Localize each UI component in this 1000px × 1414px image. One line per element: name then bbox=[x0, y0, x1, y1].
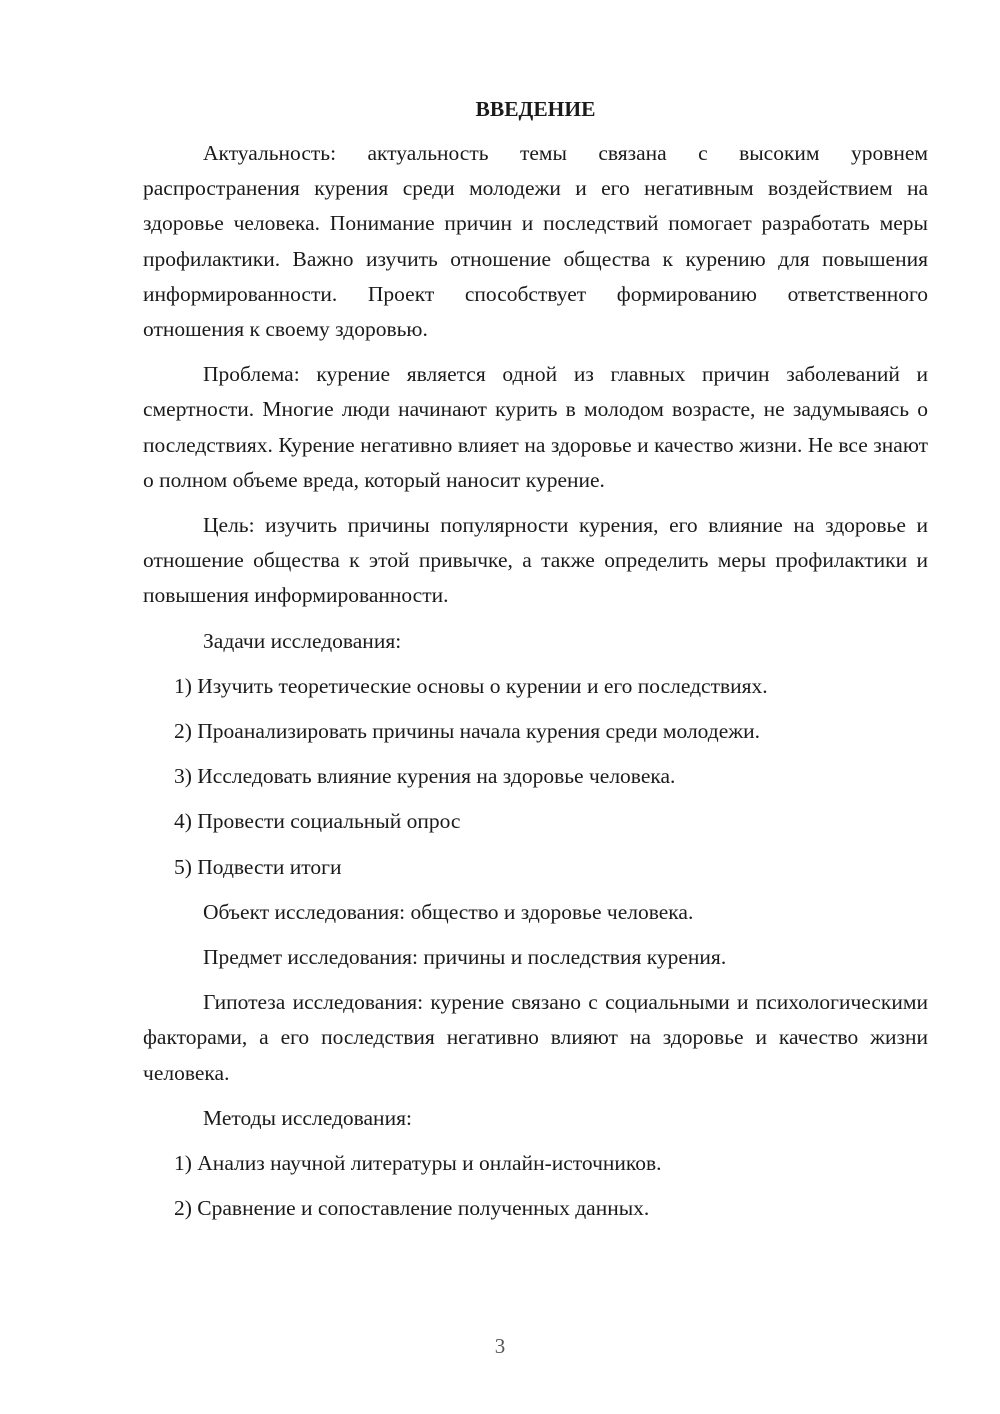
research-object: Объект исследования: общество и здоровье человека. bbox=[203, 899, 694, 924]
document-page bbox=[143, 92, 928, 1236]
methods-heading: Методы исследования: bbox=[203, 1105, 412, 1130]
method-item-2: 2) Сравнение и сопоставление полученных данных. bbox=[174, 1196, 650, 1221]
page-number: 3 bbox=[494, 1334, 506, 1358]
task-item-4: 4) Провести социальный опрос bbox=[174, 809, 461, 834]
task-item-3: 3) Исследовать влияние курения на здоровье человека. bbox=[174, 764, 676, 789]
paragraph-problem: Проблема: курение является одной из главных причин заболеваний и смертности. Многие люди начинают курить в молодом возрасте, не задумываясь о последствиях. Курение негативно влияет на здоровье и качество жизни. Не все знают о полном объеме вреда, который наносит курение. bbox=[143, 362, 928, 492]
task-item-5: 5) Подвести итоги bbox=[174, 854, 342, 879]
paragraph-hypothesis: Гипотеза исследования: курение связано с социальными и психологическими факторами, а его последствия негативно влияют на здоровье и качество жизни человека. bbox=[143, 990, 928, 1085]
method-item-1: 1) Анализ научной литературы и онлайн-источников. bbox=[174, 1151, 662, 1176]
paragraph-relevance: Актуальность: актуальность темы связана с высоким уровнем распространения курения среди молодежи и его негативным воздействием на здоровье человека. Понимание причин и последствий помогает разработать меры профилактики. Важно изучить отношение общества к курению для повышения информированности. Проект способствует формированию ответственного отношения к своему здоровью. bbox=[143, 141, 928, 342]
task-item-2: 2) Проанализировать причины начала курения среди молодежи. bbox=[174, 719, 761, 744]
section-title: ВВЕДЕНИЕ bbox=[475, 97, 596, 121]
tasks-heading: Задачи исследования: bbox=[203, 628, 402, 653]
research-subject: Предмет исследования: причины и последствия курения. bbox=[203, 945, 727, 970]
task-item-1: 1) Изучить теоретические основы о курении и его последствиях. bbox=[174, 673, 768, 698]
paragraph-goal: Цель: изучить причины популярности курения, его влияние на здоровье и отношение общества к этой привычке, а также определить меры профилактики и повышения информированности. bbox=[143, 513, 928, 608]
